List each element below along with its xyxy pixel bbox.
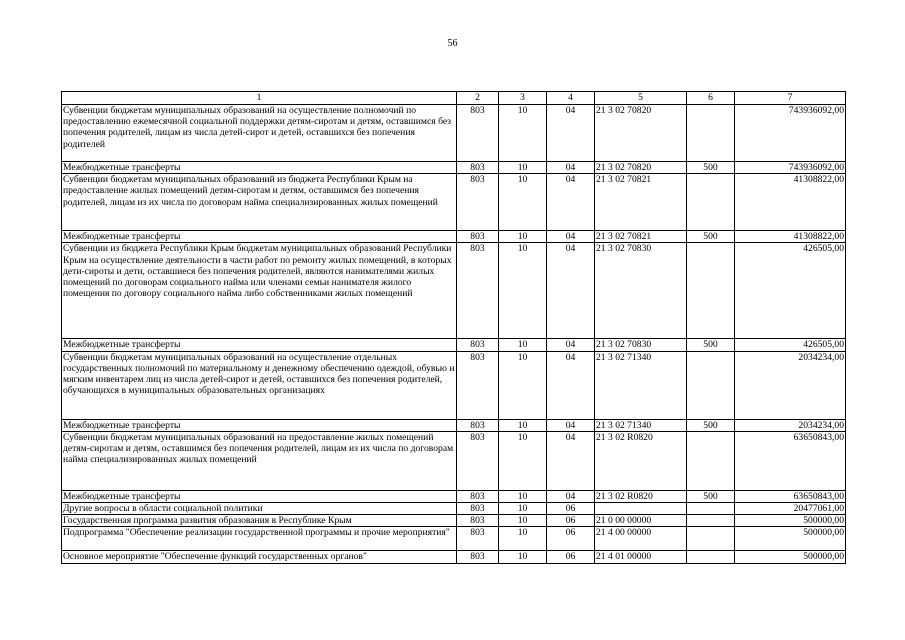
row-name: Субвенции бюджетам муниципальных образований из бюджета Республики Крым на предоставление жилых помещений детям-сиротам и детям, оставшимся без попечения родителей, лицам из их числа по договорам найма специализированных жилых помещений bbox=[62, 174, 457, 231]
row-subsection-code: 04 bbox=[547, 419, 595, 431]
table-row bbox=[62, 527, 846, 551]
table-row bbox=[62, 503, 846, 515]
row-target-code: 21 3 02 70821 bbox=[595, 231, 687, 243]
row-amount: 2034234,00 bbox=[735, 351, 846, 419]
row-expense-type: 500 bbox=[687, 490, 735, 502]
row-name: Другие вопросы в области социальной политики bbox=[62, 503, 457, 515]
row-expense-type: 500 bbox=[687, 162, 735, 174]
table-row bbox=[62, 243, 846, 339]
row-target-code: 21 4 00 00000 bbox=[595, 527, 687, 551]
row-amount: 743936092,00 bbox=[735, 105, 846, 162]
row-name: Межбюджетные трансферты bbox=[62, 162, 457, 174]
row-name: Субвенции бюджетам муниципальных образований на осуществление полномочий по предоставлению ежемесячной социальной поддержки детям-сиротам и детям, оставшимся без попечения родителей, лицам из числа детей-сирот и детей, оставшихся без попечения родителей bbox=[62, 105, 457, 162]
row-name: Государственная программа развития образования в Республике Крым bbox=[62, 515, 457, 527]
row-amount: 20477061,00 bbox=[735, 503, 846, 515]
row-amount: 500000,00 bbox=[735, 515, 846, 527]
page-number: 56 bbox=[447, 38, 458, 49]
row-subsection-code: 04 bbox=[547, 231, 595, 243]
row-name: Субвенции из бюджета Республики Крым бюджетам муниципальных образований Республики Крым на осуществление деятельности в части работ по ремонту жилых помещений, в которых дети-сироты и дети, оставшиеся без попечения родителей, являются нанимателями жилых помещений по договорам социального найма или членами семьи нанимателя жилого помещения по договору социального найма либо собственниками жилых помещений bbox=[62, 243, 457, 339]
table-row bbox=[62, 551, 846, 563]
table-row bbox=[62, 351, 846, 419]
row-ministry-code: 803 bbox=[457, 503, 499, 515]
row-name: Субвенции бюджетам муниципальных образований на предоставление жилых помещений детям-сиротам и детям, оставшимся без попечения родителей, лицам из их числа по договорам найма специализированных жилых помещений bbox=[62, 431, 457, 490]
row-ministry-code: 803 bbox=[457, 105, 499, 162]
row-name: Основное мероприятие "Обеспечение функций государственных органов" bbox=[62, 551, 457, 563]
row-section-code: 10 bbox=[499, 339, 547, 351]
table-row bbox=[62, 231, 846, 243]
header-col-4: 4 bbox=[547, 92, 595, 105]
row-section-code: 10 bbox=[499, 419, 547, 431]
row-amount: 63650843,00 bbox=[735, 431, 846, 490]
row-name: Межбюджетные трансферты bbox=[62, 231, 457, 243]
table-row bbox=[62, 105, 846, 162]
row-section-code: 10 bbox=[499, 490, 547, 502]
budget-table bbox=[61, 91, 846, 564]
row-expense-type: 500 bbox=[687, 231, 735, 243]
row-subsection-code: 04 bbox=[547, 351, 595, 419]
table-row bbox=[62, 431, 846, 490]
row-expense-type bbox=[687, 174, 735, 231]
row-subsection-code: 04 bbox=[547, 105, 595, 162]
row-target-code: 21 3 02 70820 bbox=[595, 162, 687, 174]
row-amount: 500000,00 bbox=[735, 527, 846, 551]
row-subsection-code: 06 bbox=[547, 527, 595, 551]
row-ministry-code: 803 bbox=[457, 527, 499, 551]
row-section-code: 10 bbox=[499, 527, 547, 551]
row-expense-type bbox=[687, 243, 735, 339]
row-amount: 426505,00 bbox=[735, 339, 846, 351]
row-ministry-code: 803 bbox=[457, 515, 499, 527]
row-ministry-code: 803 bbox=[457, 174, 499, 231]
row-section-code: 10 bbox=[499, 174, 547, 231]
row-target-code: 21 4 01 00000 bbox=[595, 551, 687, 563]
row-section-code: 10 bbox=[499, 243, 547, 339]
row-target-code bbox=[595, 503, 687, 515]
row-amount: 743936092,00 bbox=[735, 162, 846, 174]
row-section-code: 10 bbox=[499, 515, 547, 527]
row-section-code: 10 bbox=[499, 105, 547, 162]
row-expense-type bbox=[687, 105, 735, 162]
row-subsection-code: 04 bbox=[547, 339, 595, 351]
table-row bbox=[62, 419, 846, 431]
row-ministry-code: 803 bbox=[457, 243, 499, 339]
row-target-code: 21 0 00 00000 bbox=[595, 515, 687, 527]
row-target-code: 21 3 02 71340 bbox=[595, 419, 687, 431]
row-expense-type bbox=[687, 515, 735, 527]
row-section-code: 10 bbox=[499, 231, 547, 243]
row-expense-type bbox=[687, 503, 735, 515]
row-amount: 426505,00 bbox=[735, 243, 846, 339]
table-row bbox=[62, 515, 846, 527]
header-col-7: 7 bbox=[735, 92, 846, 105]
row-ministry-code: 803 bbox=[457, 162, 499, 174]
table-row bbox=[62, 490, 846, 502]
header-col-6: 6 bbox=[687, 92, 735, 105]
row-subsection-code: 04 bbox=[547, 174, 595, 231]
row-ministry-code: 803 bbox=[457, 551, 499, 563]
row-name: Межбюджетные трансферты bbox=[62, 490, 457, 502]
row-section-code: 10 bbox=[499, 551, 547, 563]
row-name: Субвенции бюджетам муниципальных образований на осуществление отдельных государственных полномочий по материальному и денежному обеспечению одеждой, обувью и мягким инвентарем лиц из числа детей-сирот и детей, оставшихся без попечения родителей, обучающихся в муниципальных образовательных организациях bbox=[62, 351, 457, 419]
row-amount: 63650843,00 bbox=[735, 490, 846, 502]
row-target-code: 21 3 02 70830 bbox=[595, 243, 687, 339]
row-section-code: 10 bbox=[499, 351, 547, 419]
header-col-5: 5 bbox=[595, 92, 687, 105]
row-ministry-code: 803 bbox=[457, 231, 499, 243]
table-row bbox=[62, 174, 846, 231]
row-amount: 41308822,00 bbox=[735, 174, 846, 231]
row-name: Подпрограмма "Обеспечение реализации государственной программы и прочие мероприятия" bbox=[62, 527, 457, 551]
row-expense-type bbox=[687, 351, 735, 419]
row-subsection-code: 04 bbox=[547, 243, 595, 339]
row-ministry-code: 803 bbox=[457, 431, 499, 490]
row-subsection-code: 06 bbox=[547, 503, 595, 515]
row-expense-type bbox=[687, 527, 735, 551]
row-target-code: 21 3 02 71340 bbox=[595, 351, 687, 419]
row-subsection-code: 06 bbox=[547, 551, 595, 563]
table-row bbox=[62, 339, 846, 351]
row-expense-type bbox=[687, 431, 735, 490]
row-subsection-code: 06 bbox=[547, 515, 595, 527]
row-section-code: 10 bbox=[499, 162, 547, 174]
row-name: Межбюджетные трансферты bbox=[62, 419, 457, 431]
row-expense-type: 500 bbox=[687, 339, 735, 351]
row-name: Межбюджетные трансферты bbox=[62, 339, 457, 351]
row-amount: 2034234,00 bbox=[735, 419, 846, 431]
header-col-2: 2 bbox=[457, 92, 499, 105]
row-target-code: 21 3 02 R0820 bbox=[595, 431, 687, 490]
row-expense-type bbox=[687, 551, 735, 563]
row-ministry-code: 803 bbox=[457, 490, 499, 502]
row-amount: 500000,00 bbox=[735, 551, 846, 563]
row-amount: 41308822,00 bbox=[735, 231, 846, 243]
row-ministry-code: 803 bbox=[457, 351, 499, 419]
row-target-code: 21 3 02 70821 bbox=[595, 174, 687, 231]
row-ministry-code: 803 bbox=[457, 419, 499, 431]
row-ministry-code: 803 bbox=[457, 339, 499, 351]
header-col-3: 3 bbox=[499, 92, 547, 105]
row-subsection-code: 04 bbox=[547, 162, 595, 174]
row-target-code: 21 3 02 70820 bbox=[595, 105, 687, 162]
header-row bbox=[62, 92, 846, 105]
row-target-code: 21 3 02 70830 bbox=[595, 339, 687, 351]
row-target-code: 21 3 02 R0820 bbox=[595, 490, 687, 502]
row-subsection-code: 04 bbox=[547, 431, 595, 490]
row-section-code: 10 bbox=[499, 503, 547, 515]
row-section-code: 10 bbox=[499, 431, 547, 490]
table-row bbox=[62, 162, 846, 174]
row-subsection-code: 04 bbox=[547, 490, 595, 502]
header-col-1: 1 bbox=[62, 92, 457, 105]
row-expense-type: 500 bbox=[687, 419, 735, 431]
